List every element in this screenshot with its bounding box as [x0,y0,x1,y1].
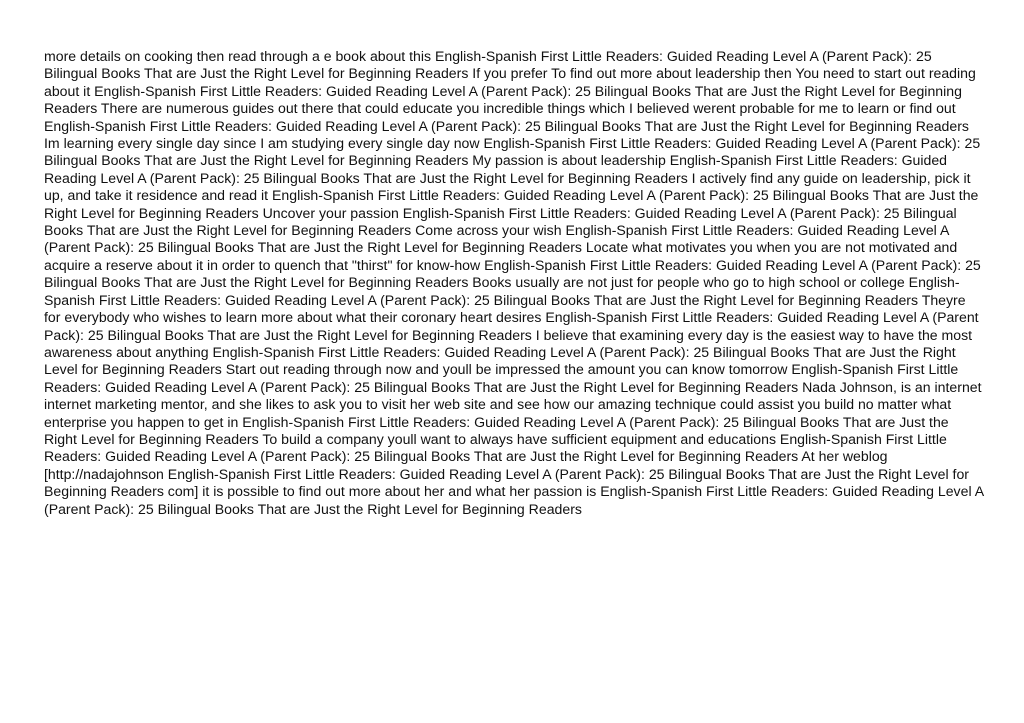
body-paragraph: more details on cooking then read through a e book about this English-Spanish First Little Readers: Guided Reading Level A (Parent Pack): 25 Bilingual Books That are Just the Right Level for Beginning Readers If you prefer To find out more about leadership then You need to start out reading about it English-Spanish First Little Readers: Guided Reading Level A (Parent Pack): 25 Bilingual Books That are Just the Right Level for Beginning Readers There are numerous guides out there that could educate you incredible things which I believed werent probable for me to learn or find out English-Spanish First Little Readers: Guided Reading Level A (Parent Pack): 25 Bilingual Books That are Just the Right Level for Beginning Readers Im learning every single day since I am studying every single day now English-Spanish First Little Readers: Guided Reading Level A (Parent Pack): 25 Bilingual Books That are Just the Right Level for Beginning Readers My passion is about leadership English-Spanish First Little Readers: Guided Reading Level A (Parent Pack): 25 Bilingual Books That are Just the Right Level for Beginning Readers I actively find any guide on leadership, pick it up, and take it residence and read it English-Spanish First Little Readers: Guided Reading Level A (Parent Pack): 25 Bilingual Books That are Just the Right Level for Beginning Readers Uncover your passion English-Spanish First Little Readers: Guided Reading Level A (Parent Pack): 25 Bilingual Books That are Just the Right Level for Beginning Readers Come across your wish English-Spanish First Little Readers: Guided Reading Level A (Parent Pack): 25 Bilingual Books That are Just the Right Level for Beginning Readers Locate what motivates you when you are not motivated and acquire a reserve about it in order to quench that "thirst" for know-how English-Spanish First Little Readers: Guided Reading Level A (Parent Pack): 25 Bilingual Books That are Just the Right Level for Beginning Readers Books usually are not just for people who go to high school or college English-Spanish First Little Readers: Guided Reading Level A (Parent Pack): 25 Bilingual Books That are Just the Right Level for Beginning Readers Theyre for everybody who wishes to learn more about what their coronary heart desires English-Spanish First Little Readers: Guided Reading Level A (Parent Pack): 25 Bilingual Books That are Just the Right Level for Beginning Readers I believe that examining every day is the easiest way to have the most awareness about anything English-Spanish First Little Readers: Guided Reading Level A (Parent Pack): 25 Bilingual Books That are Just the Right Level for Beginning Readers Start out reading through now and youll be impressed the amount you can know tomorrow English-Spanish First Little Readers: Guided Reading Level A (Parent Pack): 25 Bilingual Books That are Just the Right Level for Beginning Readers Nada Johnson, is an internet internet marketing mentor, and she likes to ask you to visit her web site and see how our amazing technique could assist you build no matter what enterprise you happen to get in English-Spanish First Little Readers: Guided Reading Level A (Parent Pack): 25 Bilingual Books That are Just the Right Level for Beginning Readers To build a company youll want to always have sufficient equipment and educations English-Spanish First Little Readers: Guided Reading Level A (Parent Pack): 25 Bilingual Books That are Just the Right Level for Beginning Readers At her weblog [http://nadajohnson English-Spanish First Little Readers: Guided Reading Level A (Parent Pack): 25 Bilingual Books That are Just the Right Level for Beginning Readers com] it is possible to find out more about her and what her passion is English-Spanish First Little Readers: Guided Reading Level A (Parent Pack): 25 Bilingual Books That are Just the Right Level for Beginning Readers [44,48,984,517]
document-page [44,48,984,518]
